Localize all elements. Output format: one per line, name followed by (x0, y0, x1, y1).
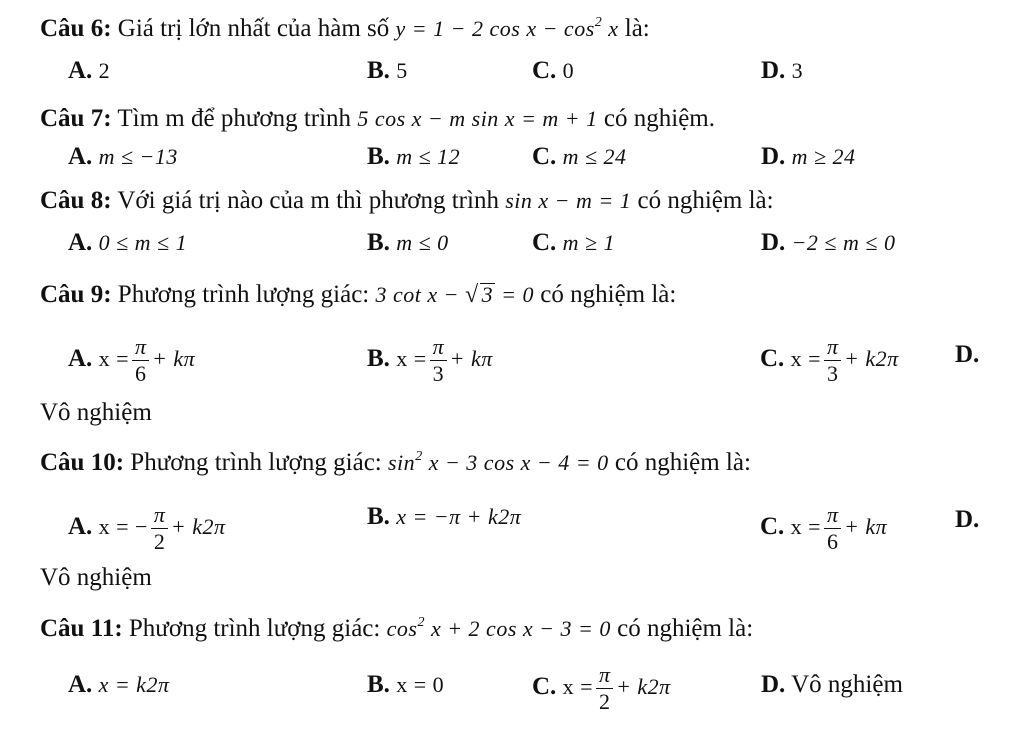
question-10-option-b[interactable]: B. x = −π + k2π (367, 503, 522, 530)
question-7-option-b[interactable]: B. m ≤ 12 (367, 143, 461, 170)
fraction: $\frac{\pi}{6}$ (132, 334, 149, 387)
question-11-option-c[interactable]: C. x = $\frac{\pi}{2}$ + k2π (532, 662, 671, 714)
question-formula: 3 cot x − √ 3 = 0 (375, 282, 535, 308)
question-8-option-c[interactable]: C. m ≥ 1 (532, 229, 616, 256)
question-9-option-d-letter[interactable]: D. (955, 341, 980, 368)
question-10-option-d-letter[interactable]: D. (955, 506, 980, 533)
question-7-option-c[interactable]: C. m ≤ 24 (532, 143, 627, 170)
question-suffix: có nghiệm là: (614, 449, 751, 476)
question-suffix: là: (624, 15, 650, 42)
question-9-stem (40, 280, 676, 310)
question-suffix: có nghiệm là: (617, 615, 754, 642)
question-11-option-a[interactable]: A. x = k2π (68, 671, 170, 698)
question-8-stem (40, 186, 774, 216)
question-9-option-a[interactable]: A. x = $\frac{\pi}{6}$ + kπ (68, 334, 196, 386)
question-label: Câu 11: (40, 615, 123, 642)
fraction: $\frac{\pi}{3}$ (430, 334, 447, 387)
question-7-option-d[interactable]: D. m ≥ 24 (761, 143, 856, 170)
question-11-option-d[interactable]: D. Vô nghiệm (761, 671, 903, 698)
question-text: Giá trị lớn nhất của hàm số (117, 15, 390, 42)
question-formula: $\cos^2 x + 2$ cos x − 3 = 0 (386, 615, 611, 641)
question-6-stem (40, 14, 650, 44)
question-label: Câu 6: (40, 15, 112, 42)
question-text: Phương trình lượng giác: (130, 449, 382, 476)
question-7-option-a[interactable]: A. m ≤ −13 (68, 143, 178, 170)
question-text: Với giá trị nào của m thì phương trình (117, 187, 499, 214)
question-11-stem (40, 614, 753, 644)
question-formula: 5 cos x − m sin x = m + 1 (357, 106, 598, 131)
question-suffix: có nghiệm là: (540, 281, 677, 308)
question-10-option-c[interactable]: C. x = $\frac{\pi}{6}$ + kπ (760, 502, 888, 554)
question-6-option-b[interactable]: B. 5 (367, 57, 408, 84)
question-9-option-c[interactable]: C. x = $\frac{\pi}{3}$ + k2π (760, 334, 899, 386)
question-6-option-a[interactable]: A. 2 (68, 57, 111, 84)
question-10-option-d-text[interactable]: Vô nghiệm (40, 564, 152, 591)
question-label: Câu 7: (40, 105, 112, 132)
question-6-option-c[interactable]: C. 0 (532, 57, 575, 84)
question-text: Phương trình lượng giác: (117, 281, 370, 308)
question-9-option-d-text[interactable]: Vô nghiệm (40, 399, 152, 426)
question-8-option-d[interactable]: D. −2 ≤ m ≤ 0 (761, 229, 896, 256)
fraction: $\frac{\pi}{3}$ (824, 334, 841, 387)
question-text: Phương trình lượng giác: (128, 615, 381, 642)
fraction: $\frac{\pi}{2}$ (596, 662, 613, 715)
question-10-stem (40, 448, 751, 478)
question-label: Câu 9: (40, 281, 112, 308)
question-8-option-a[interactable]: A. 0 ≤ m ≤ 1 (68, 229, 188, 256)
question-formula: $\sin^2 x - 3$ cos x − 4 = 0 (388, 449, 609, 475)
question-suffix: có nghiệm là: (637, 187, 774, 214)
question-label: Câu 8: (40, 187, 112, 214)
fraction: $\frac{\pi}{6}$ (824, 502, 841, 555)
question-7-stem (40, 104, 715, 134)
question-6-option-d[interactable]: D. 3 (761, 57, 804, 84)
question-text: Tìm m để phương trình (117, 105, 352, 132)
question-9-option-b[interactable]: B. x = $\frac{\pi}{3}$ + kπ (367, 334, 493, 386)
question-10-option-a[interactable]: A. x = − $\frac{\pi}{2}$ + k2π (68, 502, 226, 554)
question-suffix: có nghiệm. (603, 105, 715, 132)
fraction: $\frac{\pi}{2}$ (151, 502, 168, 555)
question-11-option-b[interactable]: B. x = 0 (367, 671, 445, 698)
question-formula: sin x − m = 1 (505, 188, 632, 213)
question-8-option-b[interactable]: B. m ≤ 0 (367, 229, 449, 256)
question-formula: y = 1 − 2 $\cos x - \cos^2 x$ (395, 15, 619, 41)
question-label: Câu 10: (40, 449, 125, 476)
